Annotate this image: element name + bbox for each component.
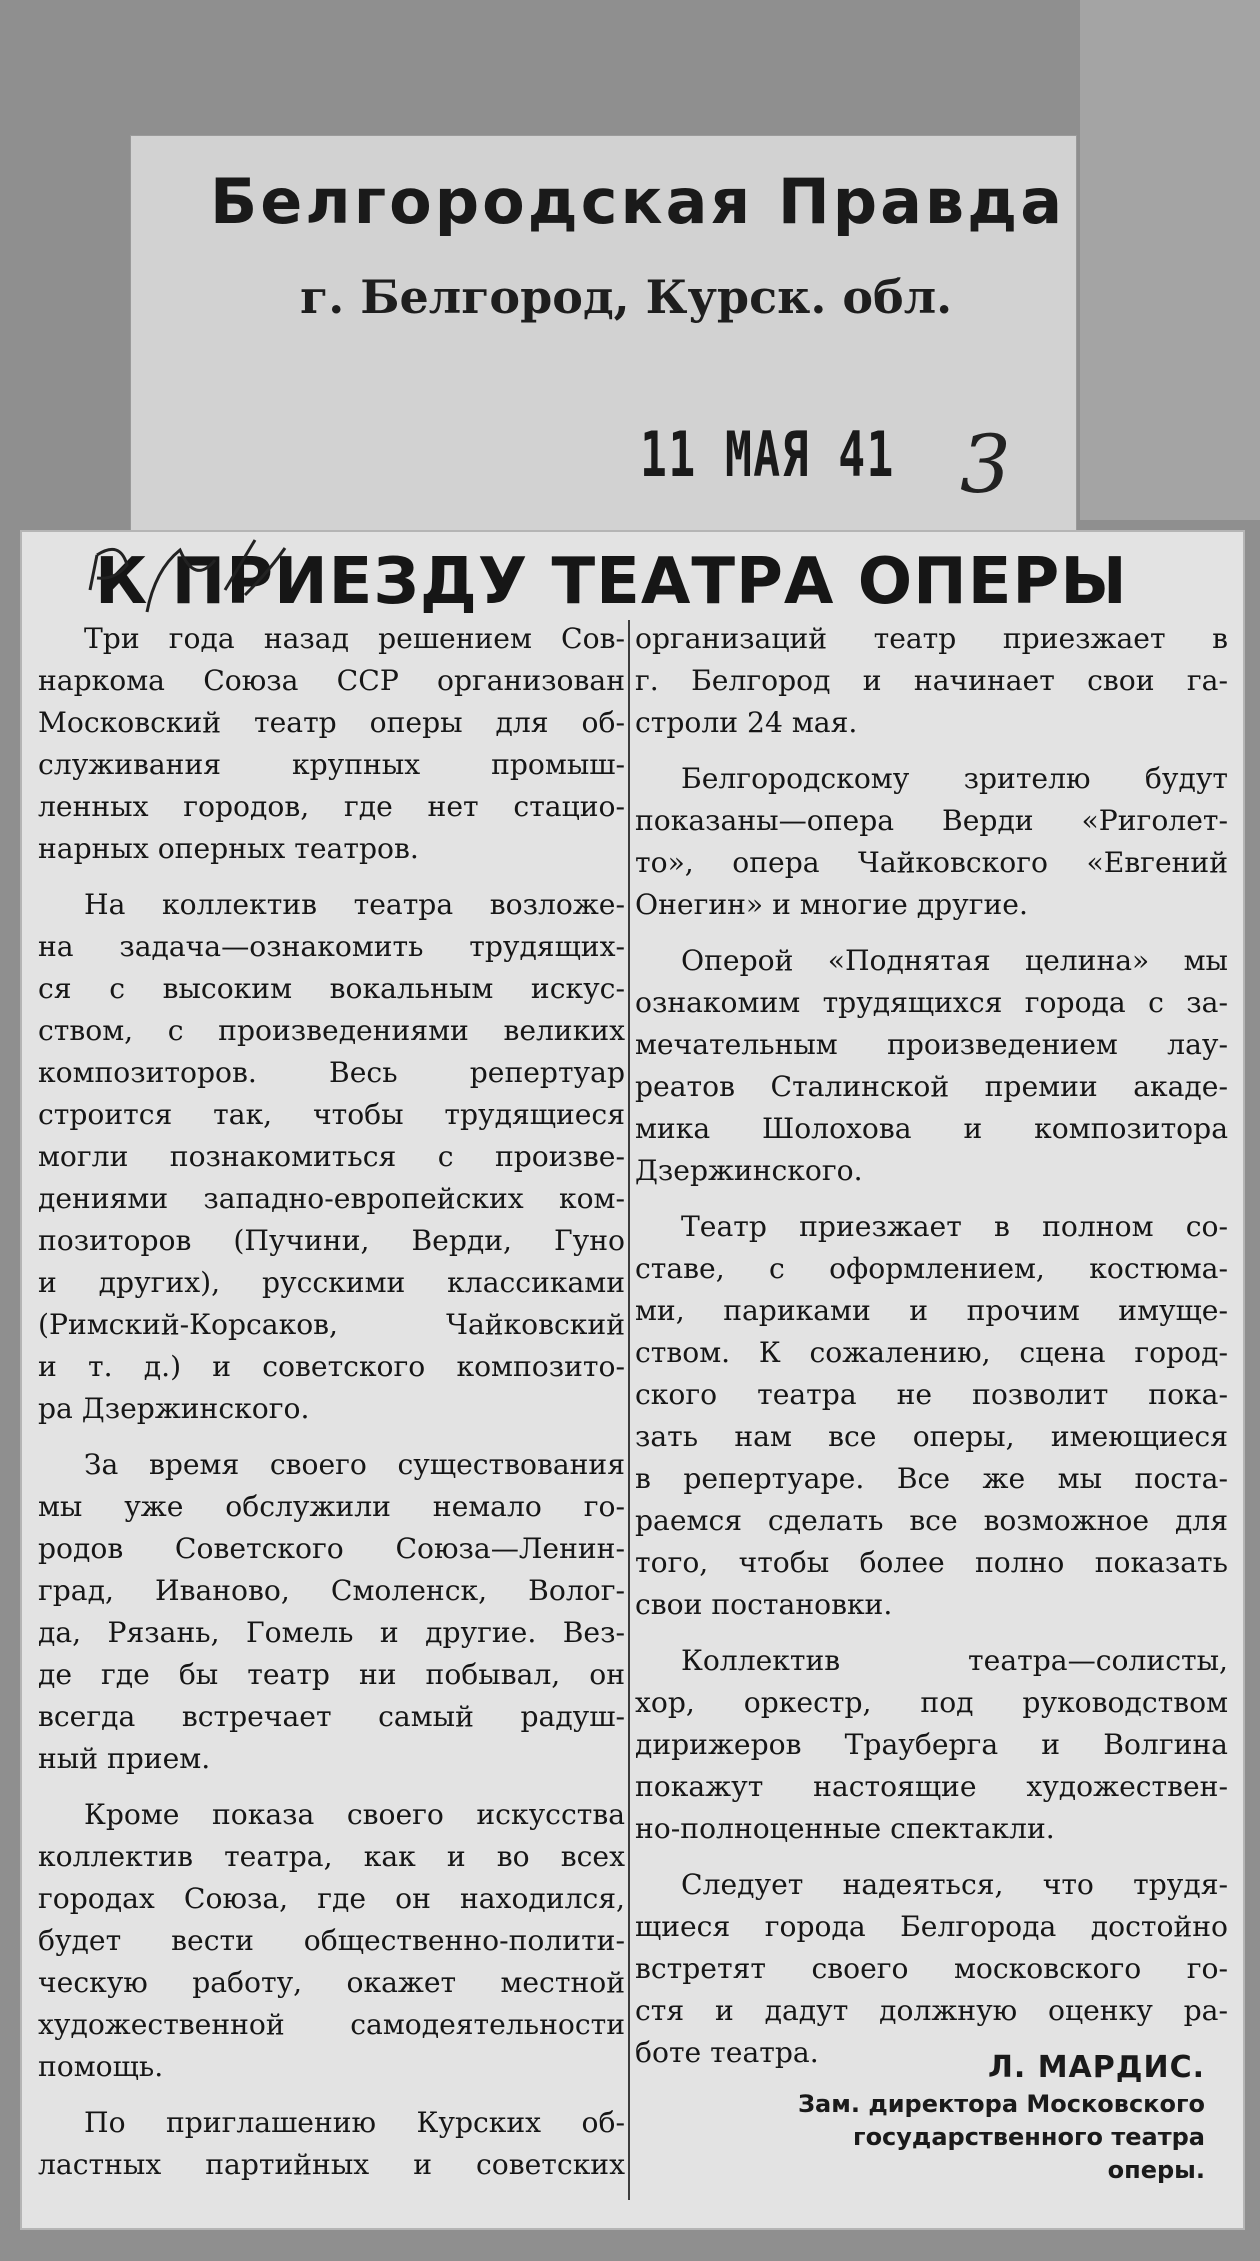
paragraph-gap xyxy=(635,926,1228,940)
paragraph-gap xyxy=(38,1780,625,1794)
article-text-line: но-полноценные спектакли. xyxy=(635,1812,1055,1845)
newspaper-place: г. Белгород, Курск. обл. xyxy=(300,270,953,324)
article-text-line: ленных городов, где нет стацио- xyxy=(38,790,625,823)
article-text-line: позиторов (Пучини, Верди, Гуно xyxy=(38,1224,625,1257)
newspaper-name: Белгородская Правда xyxy=(210,165,1066,238)
article-text-line: Оперой «Поднятая целина» мы xyxy=(681,944,1228,977)
author-name: Л. МАРДИС. xyxy=(987,2050,1205,2085)
article-text-line: и т. д.) и советского композито- xyxy=(38,1350,625,1383)
article-text-line: ством. К сожалению, сцена город- xyxy=(635,1336,1228,1369)
article-text-line: хор, оркестр, под руководством xyxy=(635,1686,1228,1719)
article-text-line: ского театра не позволит пока- xyxy=(635,1378,1228,1411)
article-text-line: зать нам все оперы, имеющиеся xyxy=(635,1420,1228,1453)
article-text-line: Следует надеяться, что трудя- xyxy=(681,1868,1228,1901)
article-text-line: строли 24 мая. xyxy=(635,706,858,739)
article-text-line: ный прием. xyxy=(38,1742,211,1775)
date-stamp: 11 МАЯ 41 xyxy=(640,418,895,491)
article-text-line: на задача—ознакомить трудящих- xyxy=(38,930,625,963)
article-text-line: всегда встречает самый радуш- xyxy=(38,1700,625,1733)
article-text-line: де где бы театр ни побывал, он xyxy=(38,1658,625,1691)
article-text-line: Три года назад решением Сов- xyxy=(84,622,625,655)
article-text-line: дениями западно-европейских ком- xyxy=(38,1182,625,1215)
signature-block xyxy=(798,2048,1205,2187)
article-text-line: композиторов. Весь репертуар xyxy=(38,1056,625,1089)
article-text-line: щиеся города Белгорода достойно xyxy=(635,1910,1228,1943)
article-text-line: боте театра. xyxy=(635,2036,819,2069)
article-text-line: стя и дадут должную оценку ра- xyxy=(635,1994,1228,2027)
article-text-line: Театр приезжает в полном со- xyxy=(681,1210,1228,1243)
column-divider xyxy=(628,620,630,2200)
article-text-line: организаций театр приезжает в xyxy=(635,622,1228,655)
article-text-line: ластных партийных и советских xyxy=(38,2148,625,2181)
article-text-line: ознакомим трудящихся города с за- xyxy=(635,986,1228,1019)
article-text-line: Московский театр оперы для об- xyxy=(38,706,625,739)
article-text-line: реатов Сталинской премии акаде- xyxy=(635,1070,1228,1103)
paragraph-gap xyxy=(635,1850,1228,1864)
paragraph-gap xyxy=(38,2088,625,2102)
article-text-line: служивания крупных промыш- xyxy=(38,748,625,781)
article-text-line: дирижеров Трауберга и Волгина xyxy=(635,1728,1228,1761)
author-title-line: оперы. xyxy=(1107,2156,1205,2184)
article-text-line: помощь. xyxy=(38,2050,164,2083)
article-text-line: строится так, чтобы трудящиеся xyxy=(38,1098,625,1131)
article-text-line: Дзержинского. xyxy=(635,1154,863,1187)
paragraph-gap xyxy=(635,744,1228,758)
article-text-line: Кроме показа своего искусства xyxy=(84,1798,625,1831)
article-text-line: родов Советского Союза—Ленин- xyxy=(38,1532,625,1565)
article-text-line: будет вести общественно-полити- xyxy=(38,1924,625,1957)
article-text-line: городах Союза, где он находился, xyxy=(38,1882,625,1915)
article-text-line: ся с высоким вокальным искус- xyxy=(38,972,625,1005)
background-strip xyxy=(1080,0,1260,520)
article-text-line: свои постановки. xyxy=(635,1588,893,1621)
article-text-line: и других), русскими классиками xyxy=(38,1266,625,1299)
article-text-line: ра Дзержинского. xyxy=(38,1392,310,1425)
article-text-line: мы уже обслужили немало го- xyxy=(38,1490,625,1523)
paragraph-gap xyxy=(38,1430,625,1444)
article-text-line: покажут настоящие художествен- xyxy=(635,1770,1228,1803)
article-text-line: того, чтобы более полно показать xyxy=(635,1546,1228,1579)
article-text-line: (Римский-Корсаков, Чайковский xyxy=(38,1308,625,1341)
article-headline: К ПРИЕЗДУ ТЕАТРА ОПЕРЫ xyxy=(95,545,1128,619)
handwritten-annotation xyxy=(85,530,315,620)
article-text-line: наркома Союза ССР организован xyxy=(38,664,625,697)
paragraph-gap xyxy=(38,870,625,884)
paragraph-gap xyxy=(635,1192,1228,1206)
article-text-line: коллектив театра, как и во всех xyxy=(38,1840,625,1873)
article-text-line: На коллектив театра возложе- xyxy=(84,888,625,921)
article-text-line: ми, париками и прочим имуще- xyxy=(635,1294,1228,1327)
article-text-line: мечательным произведением лау- xyxy=(635,1028,1228,1061)
article-text-line: показаны—опера Верди «Риголет- xyxy=(635,804,1228,837)
article-text-line: да, Рязань, Гомель и другие. Вез- xyxy=(38,1616,625,1649)
paragraph-gap xyxy=(635,1626,1228,1640)
article-text-line: ством, с произведениями великих xyxy=(38,1014,625,1047)
article-text-line: ставе, с оформлением, костюма- xyxy=(635,1252,1228,1285)
article-left-column xyxy=(38,618,625,2186)
article-text-line: За время своего существования xyxy=(84,1448,625,1481)
author-title-line: государственного театра xyxy=(853,2123,1205,2151)
handwritten-date-mark: 3 xyxy=(960,418,1011,511)
article-text-line: то», опера Чайковского «Евгений xyxy=(635,846,1228,879)
article-text-line: ческую работу, окажет местной xyxy=(38,1966,625,1999)
article-text-line: Коллектив театра—солисты, xyxy=(681,1644,1228,1677)
article-text-line: встретят своего московского го- xyxy=(635,1952,1228,1985)
article-right-column xyxy=(635,618,1228,2074)
article-text-line: мика Шолохова и композитора xyxy=(635,1112,1228,1145)
article-text-line: могли познакомиться с произве- xyxy=(38,1140,625,1173)
article-text-line: нарных оперных театров. xyxy=(38,832,419,865)
article-text-line: в репертуаре. Все же мы поста- xyxy=(635,1462,1228,1495)
article-text-line: По приглашению Курских об- xyxy=(84,2106,625,2139)
article-text-line: Онегин» и многие другие. xyxy=(635,888,1028,921)
article-text-line: град, Иваново, Смоленск, Волог- xyxy=(38,1574,625,1607)
article-text-line: Белгородскому зрителю будут xyxy=(681,762,1228,795)
article-text-line: раемся сделать все возможное для xyxy=(635,1504,1228,1537)
author-title-line: Зам. директора Московского xyxy=(797,2090,1205,2118)
article-text-line: г. Белгород и начинает свои га- xyxy=(635,664,1228,697)
article-text-line: художественной самодеятельности xyxy=(38,2008,625,2041)
